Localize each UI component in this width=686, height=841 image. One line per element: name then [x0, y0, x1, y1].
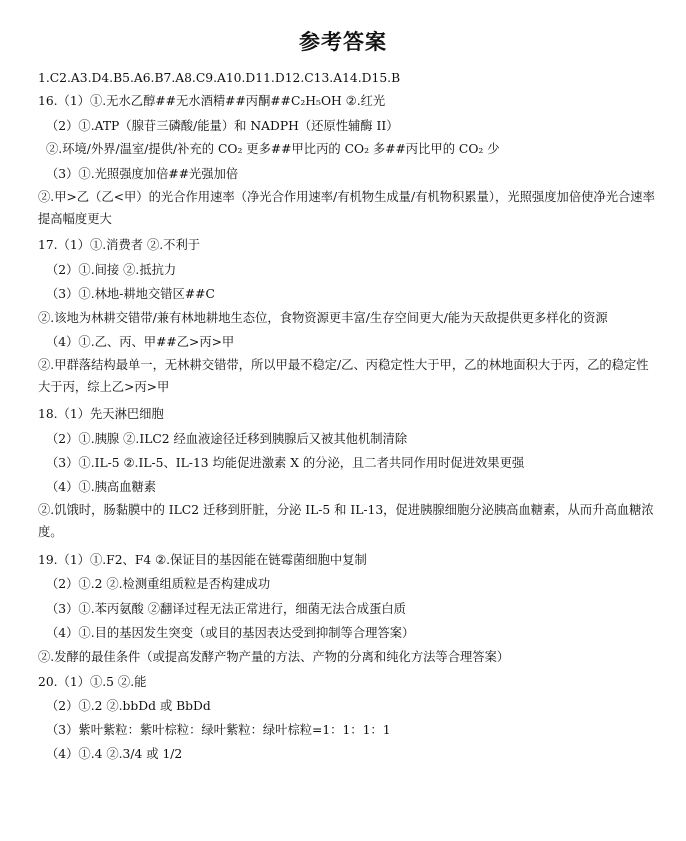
q19-part4-b: ②.发酵的最佳条件（或提高发酵产物产量的方法、产物的分离和纯化方法等合理答案）: [38, 650, 510, 664]
q20-part2: （2）①.2 ②.bbDd 或 BbDd: [46, 699, 211, 713]
mc-answers-line: 1.C2.A3.D4.B5.A6.B7.A8.C9.A10.D11.D12.C13.A14.D15.B: [38, 71, 401, 85]
q18-part1: 18.（1）先天淋巴细胞: [38, 407, 164, 421]
q17-part3: （3）①.林地-耕地交错区##C: [46, 287, 215, 301]
page-title: 参考答案: [299, 30, 387, 54]
q20-part1: 20.（1）①.5 ②.能: [38, 675, 147, 689]
q16-part1: 16.（1）①.无水乙醇##无水酒精##丙酮##C₂H₅OH ②.红光: [38, 94, 386, 108]
q17-part1: 17.（1）①.消费者 ②.不利于: [38, 238, 201, 252]
q17-part4: （4）①.乙、丙、甲##乙>丙>甲: [46, 335, 235, 349]
q16-part2-b: ②.环境/外界/温室/提供/补充的 CO₂ 更多##甲比丙的 CO₂ 多##丙比甲的 CO₂ 少: [46, 142, 500, 156]
q17-part3-b: ②.该地为林耕交错带/兼有林地耕地生态位，食物资源更丰富/生存空间更大/能为天敌提供更多样化的资源: [38, 311, 608, 325]
q18-part4: （4）①.胰高血糖素: [46, 480, 157, 494]
q20-part4: （4）①.4 ②.3/4 或 1/2: [46, 747, 183, 761]
q18-part4-b: ②.饥饿时，肠黏膜中的 ILC2 迁移到肝脏，分泌 IL-5 和 IL-13，促进胰腺细胞分泌胰高血糖素，从而升高血糖浓度。: [38, 503, 654, 539]
q19-part3: （3）①.苯丙氨酸 ②翻译过程无法正常进行，细菌无法合成蛋白质: [46, 602, 406, 616]
q19-part1: 19.（1）①.F2、F4 ②.保证目的基因能在链霉菌细胞中复制: [38, 553, 367, 567]
q16-part2: （2）①.ATP（腺苷三磷酸/能量）和 NADPH（还原性辅酶 II）: [46, 119, 399, 133]
q16-part3-b: ②.甲>乙（乙<甲）的光合作用速率（净光合作用速率/有机物生成量/有机物积累量），光照强度加倍使净光合速率提高幅度更大: [38, 190, 655, 226]
q17-part4-b: ②.甲群落结构最单一，无林耕交错带，所以甲最不稳定/乙、丙稳定性大于甲，乙的林地面积大于丙，乙的稳定性大于丙，综上乙>丙>甲: [38, 358, 649, 394]
q20-part3: （3）紫叶紫粒：紫叶棕粒：绿叶紫粒：绿叶棕粒=1：1：1：1: [46, 723, 391, 737]
q17-part2: （2）①.间接 ②.抵抗力: [46, 263, 177, 277]
q16-part3: （3）①.光照强度加倍##光强加倍: [46, 167, 239, 181]
q18-part2: （2）①.胰腺 ②.ILC2 经血液途径迁移到胰腺后又被其他机制清除: [46, 432, 408, 446]
q19-part4: （4）①.目的基因发生突变（或目的基因表达受到抑制等合理答案）: [46, 626, 415, 640]
q18-part3: （3）①.IL-5 ②.IL-5、IL-13 均能促进激素 X 的分泌，且二者共同作用时促进效果更强: [46, 456, 525, 470]
q19-part2: （2）①.2 ②.检测重组质粒是否构建成功: [46, 577, 271, 591]
